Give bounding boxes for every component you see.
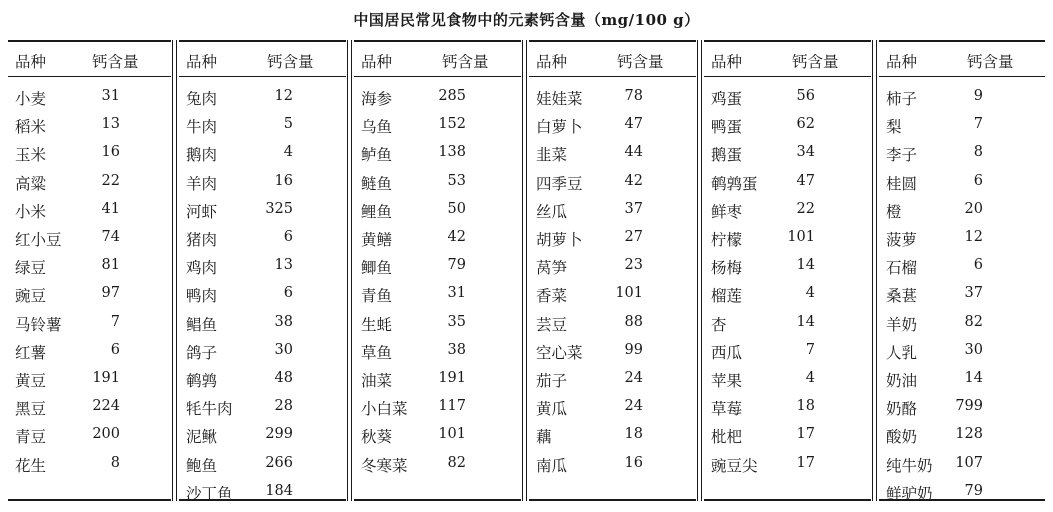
calcium-value: 99 [624,341,643,358]
table-row [8,256,171,284]
food-name: 菠萝 [886,231,918,249]
food-name: 鲫鱼 [361,259,393,278]
food-name: 鲳鱼 [186,315,218,334]
food-name: 鹌鹑蛋 [711,174,758,193]
table-row [179,425,346,453]
table-row [879,397,1045,425]
calcium-value: 152 [438,116,466,133]
food-name: 空心菜 [536,343,583,362]
table-row [8,87,171,115]
table-group-3 [354,40,521,501]
food-name: 茄子 [536,372,568,390]
table-row [179,284,346,312]
food-name: 牦牛肉 [186,400,233,419]
calcium-value: 35 [447,313,466,330]
table-row [704,454,871,482]
calcium-value: 42 [447,229,466,245]
calcium-value: 6 [110,341,120,358]
calcium-value: 41 [101,200,120,217]
food-name: 鹅肉 [186,146,218,165]
calcium-content-table [8,40,1045,502]
food-name: 石榴 [886,259,918,278]
calcium-value: 88 [624,313,643,330]
food-name: 鲈鱼 [361,146,393,165]
calcium-value: 74 [101,229,120,245]
table-header [179,42,346,77]
food-name: 香菜 [536,287,568,306]
food-name: 草莓 [711,400,743,419]
header-food: 品种 [361,53,393,71]
calcium-value: 7 [973,116,983,133]
table-row [354,425,521,453]
table-row [354,454,521,482]
table-row [179,87,346,115]
calcium-value: 4 [283,144,293,161]
table-group-6 [879,40,1045,501]
food-name: 黄瓜 [536,400,568,419]
calcium-value: 47 [624,116,643,133]
calcium-value: 8 [973,144,983,161]
calcium-value: 101 [438,426,466,443]
calcium-value: 7 [805,341,815,358]
table-header [354,42,521,77]
calcium-value: 18 [624,426,643,443]
food-name: 沙丁鱼 [186,484,233,503]
table-row [529,172,696,200]
calcium-value: 50 [447,200,466,217]
calcium-value: 37 [964,285,983,302]
calcium-value: 79 [964,482,983,499]
calcium-value: 107 [955,454,983,471]
calcium-value: 56 [796,88,815,104]
header-calcium: 钙含量 [967,53,1014,71]
calcium-value: 62 [796,116,815,133]
food-name: 青鱼 [361,287,393,306]
calcium-value: 37 [624,200,643,217]
calcium-value: 191 [92,370,120,386]
header-calcium: 钙含量 [442,53,489,71]
calcium-value: 44 [624,144,643,161]
table-row [704,228,871,256]
calcium-value: 12 [274,88,293,104]
table-row [529,454,696,482]
food-name: 柿子 [886,90,918,108]
food-name: 小米 [15,202,47,221]
calcium-value: 184 [265,482,293,499]
table-row [704,143,871,171]
table-row [354,200,521,228]
food-name: 豌豆 [15,287,47,306]
table-row [704,284,871,312]
calcium-value: 38 [274,313,293,330]
calcium-value: 6 [283,285,293,302]
food-name: 鲢鱼 [361,174,393,193]
food-name: 李子 [886,146,918,165]
header-calcium: 钙含量 [617,53,664,71]
table-row [879,172,1045,200]
calcium-value: 8 [110,454,120,471]
table-row [529,200,696,228]
table-row [704,313,871,341]
food-name: 酸奶 [886,428,918,447]
table-group-2 [179,40,346,501]
food-name: 韭菜 [536,146,568,165]
food-name: 鸡蛋 [711,90,743,108]
food-name: 黑豆 [15,400,47,419]
table-row [354,228,521,256]
table-row [354,143,521,171]
food-name: 猪肉 [186,231,218,249]
food-name: 奶酪 [886,400,918,419]
food-name: 油菜 [361,372,393,390]
table-row [879,313,1045,341]
calcium-value: 799 [955,398,983,415]
table-row [354,313,521,341]
table-row [879,228,1045,256]
food-name: 鹅蛋 [711,146,743,165]
table-header [529,42,696,77]
calcium-value: 22 [101,172,120,189]
food-name: 苹果 [711,372,743,390]
calcium-value: 81 [101,257,120,274]
calcium-value: 53 [447,172,466,189]
food-name: 杏 [711,315,727,334]
calcium-value: 22 [796,200,815,217]
food-name: 芸豆 [536,315,568,334]
calcium-value: 82 [447,454,466,471]
table-row [704,397,871,425]
food-name: 鸡肉 [186,259,218,278]
food-name: 绿豆 [15,259,47,278]
header-food: 品种 [711,53,743,71]
food-name: 杨梅 [711,259,743,278]
table-row [179,454,346,482]
table-row [529,341,696,369]
calcium-value: 325 [265,200,293,217]
table-row [179,143,346,171]
food-name: 牛肉 [186,118,218,137]
calcium-value: 30 [964,341,983,358]
calcium-value: 30 [274,341,293,358]
calcium-value: 42 [624,172,643,189]
food-name: 泥鳅 [186,428,218,447]
table-row [704,200,871,228]
food-name: 豌豆尖 [711,456,758,475]
table-row [179,482,346,510]
food-name: 兔肉 [186,90,218,108]
calcium-value: 18 [796,398,815,415]
calcium-value: 14 [964,370,983,386]
food-name: 人乳 [886,343,918,362]
table-header [879,42,1045,77]
table-row [529,228,696,256]
table-row [704,115,871,143]
table-row [879,143,1045,171]
header-food: 品种 [186,53,218,71]
table-row [354,284,521,312]
food-name: 乌鱼 [361,118,393,137]
table-title: 中国居民常见食物中的元素钙含量（mg/100 g） [353,11,700,29]
food-name: 鲜枣 [711,202,743,221]
table-row [8,284,171,312]
table-row [179,200,346,228]
table-row [179,115,346,143]
food-name: 藕 [536,428,552,447]
food-name: 榴莲 [711,287,743,306]
calcium-value: 24 [624,370,643,386]
calcium-value: 48 [274,370,293,386]
food-name: 奶油 [886,372,918,390]
table-row [354,397,521,425]
food-name: 橙 [886,202,902,221]
food-name: 柠檬 [711,231,743,249]
table-row [704,425,871,453]
table-row [8,143,171,171]
food-name: 草鱼 [361,343,393,362]
food-name: 河虾 [186,202,218,221]
header-calcium: 钙含量 [92,53,139,71]
table-row [879,425,1045,453]
calcium-value: 266 [265,454,293,471]
food-name: 玉米 [15,146,47,165]
table-row [529,143,696,171]
table-group-1 [8,40,171,501]
header-calcium: 钙含量 [267,53,314,71]
table-row [8,397,171,425]
table-row [879,369,1045,397]
table-row [179,172,346,200]
food-name: 鸭蛋 [711,118,743,137]
calcium-value: 38 [447,341,466,358]
food-name: 鸭肉 [186,287,218,306]
food-name: 小麦 [15,90,47,108]
table-header [704,42,871,77]
calcium-value: 13 [101,116,120,133]
table-row [879,284,1045,312]
table-row [704,341,871,369]
header-calcium: 钙含量 [792,53,839,71]
table-row [354,115,521,143]
table-row [879,482,1045,510]
food-name: 高粱 [15,174,47,193]
table-row [8,369,171,397]
table-row [354,256,521,284]
food-name: 鲤鱼 [361,202,393,221]
food-name: 桑葚 [886,287,918,306]
calcium-value: 12 [964,229,983,245]
table-row [354,341,521,369]
food-name: 秋葵 [361,428,393,447]
calcium-value: 224 [92,398,120,415]
table-header [8,42,171,77]
table-row [529,256,696,284]
table-row [529,369,696,397]
header-food: 品种 [886,53,918,71]
calcium-value: 7 [110,313,120,330]
calcium-value: 17 [796,426,815,443]
calcium-value: 28 [274,398,293,415]
food-name: 白萝卜 [536,118,583,137]
table-row [529,284,696,312]
table-row [179,313,346,341]
food-name: 鲜驴奶 [886,484,933,503]
calcium-value: 31 [101,88,120,104]
food-name: 娃娃菜 [536,90,583,108]
food-name: 冬寒菜 [361,456,408,475]
food-name: 南瓜 [536,456,568,475]
calcium-value: 6 [283,229,293,245]
table-row [529,115,696,143]
food-name: 羊肉 [186,174,218,193]
table-group-5 [704,40,871,501]
calcium-value: 101 [615,285,643,302]
table-row [8,313,171,341]
calcium-value: 9 [973,88,983,104]
table-row [879,200,1045,228]
calcium-value: 128 [955,426,983,443]
calcium-value: 138 [438,144,466,161]
calcium-value: 16 [274,172,293,189]
calcium-value: 117 [438,398,466,415]
table-row [179,341,346,369]
calcium-value: 47 [796,172,815,189]
header-food: 品种 [536,53,568,71]
table-row [879,341,1045,369]
calcium-value: 82 [964,313,983,330]
food-name: 四季豆 [536,174,583,193]
calcium-value: 5 [283,116,293,133]
food-name: 鲍鱼 [186,456,218,475]
table-row [179,256,346,284]
calcium-value: 23 [624,257,643,274]
food-name: 鹌鹑 [186,372,218,390]
table-row [704,369,871,397]
calcium-value: 79 [447,257,466,274]
food-name: 小白菜 [361,400,408,419]
calcium-value: 16 [101,144,120,161]
table-row [354,172,521,200]
table-row [8,341,171,369]
food-name: 羊奶 [886,315,918,334]
food-name: 枇杷 [711,428,743,447]
table-row [879,454,1045,482]
table-row [179,369,346,397]
food-name: 梨 [886,118,902,137]
table-row [704,256,871,284]
food-name: 生蚝 [361,315,393,334]
calcium-value: 34 [796,144,815,161]
food-name: 马铃薯 [15,315,62,334]
calcium-value: 101 [787,229,815,245]
table-row [704,172,871,200]
table-row [529,87,696,115]
food-name: 海参 [361,90,393,108]
food-name: 黄鳝 [361,231,393,249]
food-name: 黄豆 [15,372,47,390]
table-row [8,172,171,200]
food-name: 桂圆 [886,174,918,193]
calcium-value: 200 [92,426,120,443]
calcium-value: 299 [265,426,293,443]
table-row [354,87,521,115]
table-row [8,425,171,453]
calcium-value: 4 [805,285,815,302]
calcium-value: 6 [973,172,983,189]
table-row [8,228,171,256]
calcium-value: 24 [624,398,643,415]
table-row [529,397,696,425]
calcium-value: 14 [796,257,815,274]
calcium-value: 17 [796,454,815,471]
table-row [8,200,171,228]
calcium-value: 285 [438,88,466,104]
food-name: 红小豆 [15,231,62,249]
food-name: 鸽子 [186,343,218,362]
table-row [879,87,1045,115]
food-name: 莴笋 [536,259,568,278]
calcium-value: 6 [973,257,983,274]
table-row [354,369,521,397]
food-name: 丝瓜 [536,202,568,221]
food-name: 西瓜 [711,343,743,362]
food-name: 青豆 [15,428,47,447]
header-food: 品种 [15,53,47,71]
food-name: 纯牛奶 [886,456,933,475]
table-row [529,313,696,341]
table-row [8,115,171,143]
table-group-4 [529,40,696,501]
calcium-value: 13 [274,257,293,274]
food-name: 花生 [15,456,47,475]
calcium-value: 16 [624,454,643,471]
calcium-value: 20 [964,200,983,217]
table-row [879,256,1045,284]
food-name: 红薯 [15,343,47,362]
table-row [529,425,696,453]
table-row [179,397,346,425]
calcium-value: 14 [796,313,815,330]
table-row [704,87,871,115]
calcium-value: 4 [805,370,815,386]
food-name: 胡萝卜 [536,231,583,249]
calcium-value: 78 [624,88,643,104]
table-row [879,115,1045,143]
food-name: 稻米 [15,118,47,137]
calcium-value: 27 [624,229,643,245]
calcium-value: 191 [438,370,466,386]
calcium-value: 97 [101,285,120,302]
table-row [179,228,346,256]
table-row [8,454,171,482]
calcium-value: 31 [447,285,466,302]
